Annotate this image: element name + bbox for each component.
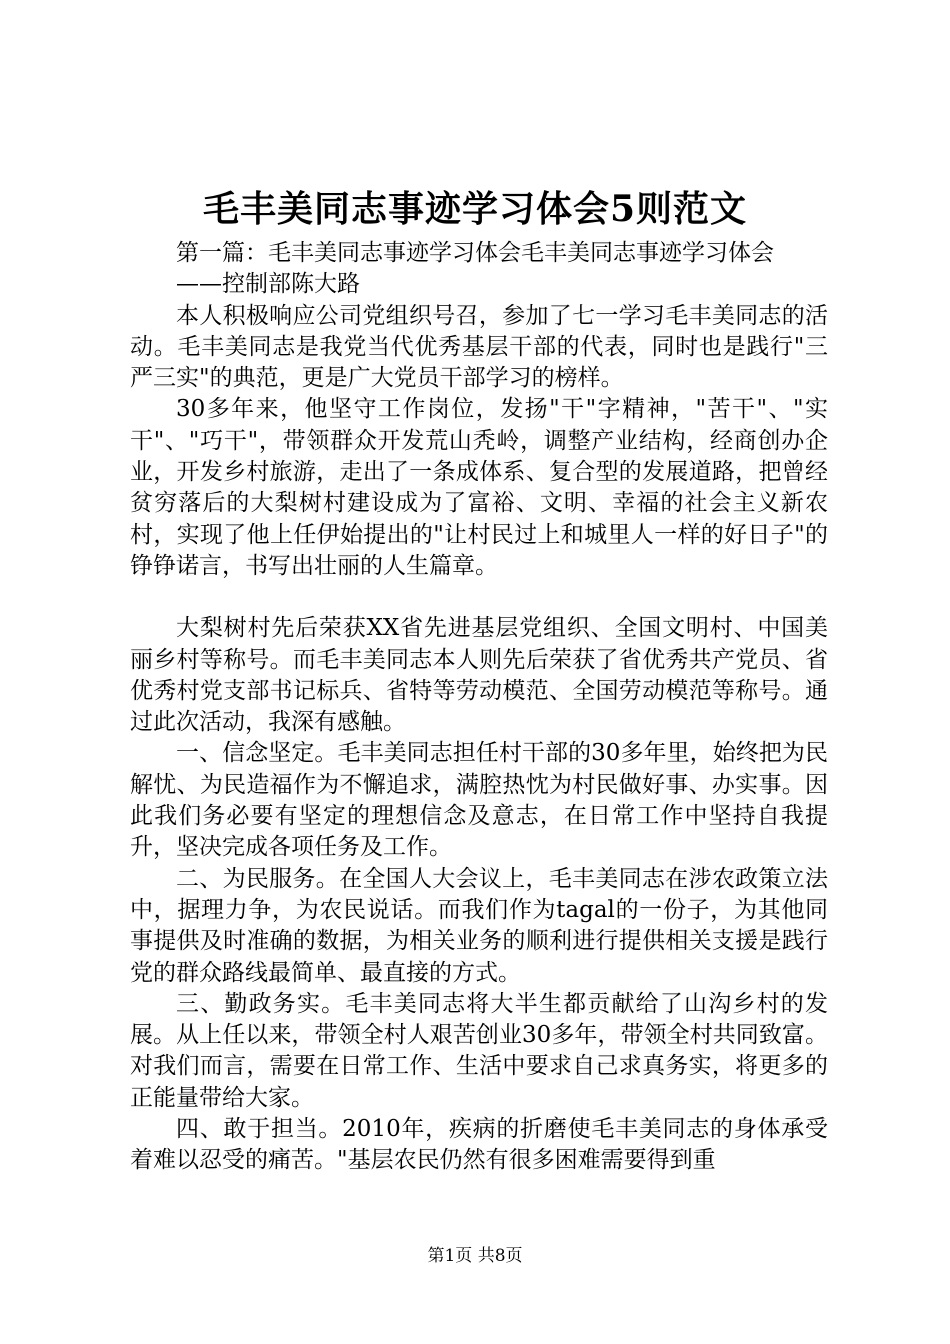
paragraph: 一、信念坚定。毛丰美同志担任村干部的30多年里，始终把为民解忧、为民造福作为不懈追求，满腔热忱为村民做好事、办实事。因此我们务必要有坚定的理想信念及意志，在日常工作中坚持自我提升，坚决完成各项任务及工作。	[130, 740, 828, 861]
paragraph: 30多年来，他坚守工作岗位，发扬"干"字精神，"苦干"、"实干"、"巧干"，带领群众开发荒山秃岭，调整产业结构，经商创办企业，开发乡村旅游，走出了一条成体系、复合型的发展道路，把曾经贫穷落后的大梨树村建设成为了富裕、文明、幸福的社会主义新农村，实现了他上任伊始提出的"让村民过上和城里人一样的好日子"的铮铮诺言，书写出壮丽的人生篇章。	[130, 396, 828, 579]
paragraph: 大梨树村先后荣获XX省先进基层党组织、全国文明村、中国美丽乡村等称号。而毛丰美同志本人则先后荣获了省优秀共产党员、省优秀村党支部书记标兵、省特等劳动模范、全国劳动模范等称号。通过此次活动，我深有感触。	[130, 615, 828, 736]
paragraph-author: ——控制部陈大路	[176, 271, 360, 298]
page-footer: 第1页 共8页	[427, 1246, 523, 1266]
paragraph-heading: 第一篇：毛丰美同志事迹学习体会毛丰美同志事迹学习体会	[176, 240, 774, 266]
paragraph: 本人积极响应公司党组织号召，参加了七一学习毛丰美同志的活动。毛丰美同志是我党当代优秀基层干部的代表，同时也是践行"三严三实"的典范，更是广大党员干部学习的榜样。	[130, 302, 828, 392]
document-body	[130, 238, 828, 1177]
paragraph: 二、为民服务。在全国人大会议上，毛丰美同志在涉农政策立法中，据理力争，为农民说话。而我们作为tagal的一份子，为其他同事提供及时准确的数据，为相关业务的顺利进行提供相关支援是践行党的群众路线最简单、最直接的方式。	[130, 865, 828, 986]
paragraph: 四、敢于担当。2010年，疾病的折磨使毛丰美同志的身体承受着难以忍受的痛苦。"基层农民仍然有很多困难需要得到重	[130, 1116, 828, 1174]
paragraph: 三、勤政务实。毛丰美同志将大半生都贡献给了山沟乡村的发展。从上任以来，带领全村人艰苦创业30多年，带领全村共同致富。对我们而言，需要在日常工作、生活中要求自己求真务实，将更多的正能量带给大家。	[130, 990, 828, 1111]
document-title: 毛丰美同志事迹学习体会5则范文	[202, 188, 748, 230]
